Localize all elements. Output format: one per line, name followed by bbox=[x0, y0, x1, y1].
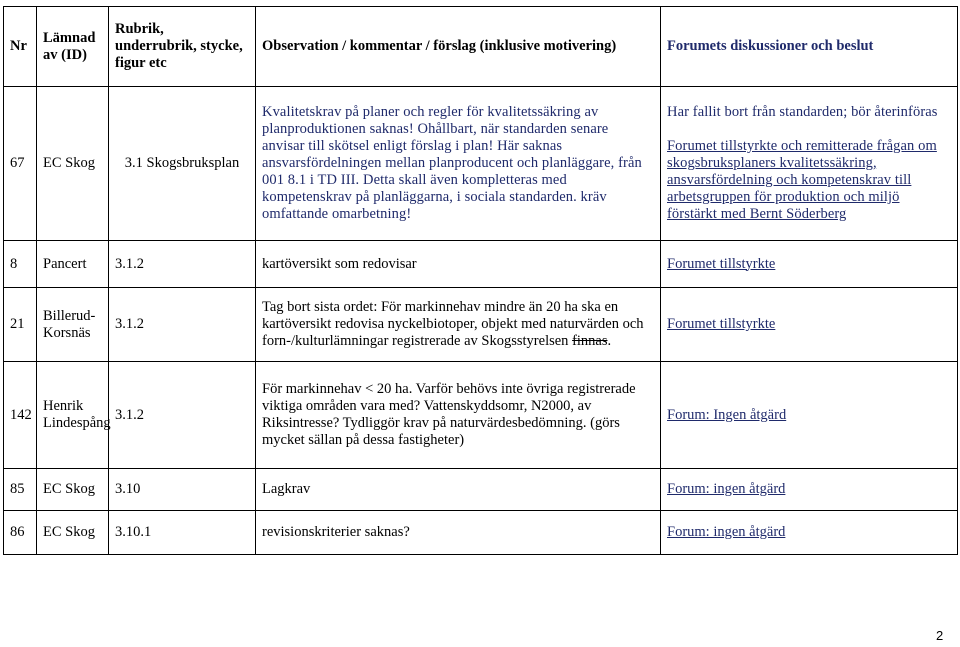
row-observation: Lagkrav bbox=[256, 469, 661, 511]
table-row bbox=[4, 87, 958, 241]
row-submitted-by: Billerud-Korsnäs bbox=[37, 288, 109, 362]
row-forum: Forumet tillstyrkte bbox=[661, 241, 958, 288]
table-row bbox=[4, 288, 958, 362]
row-nr: 86 bbox=[4, 511, 37, 555]
table-row bbox=[4, 362, 958, 469]
table-row bbox=[4, 241, 958, 288]
table-row bbox=[4, 469, 958, 511]
row-forum: Forum: ingen åtgärd bbox=[661, 469, 958, 511]
row-section: 3.1 Skogsbruksplan bbox=[109, 87, 256, 241]
table-row bbox=[4, 511, 958, 555]
forum-decision: Forumet tillstyrkte och remitterade frågan om skogsbruksplaners kvalitetssäkring, ansvarsfördelning och kompetenskrav till arbetsgruppen för produktion och miljö förstärkt med Bernt Söderberg bbox=[667, 138, 937, 222]
row-nr: 67 bbox=[4, 87, 37, 241]
header-section: Rubrik, underrubrik, stycke, figur etc bbox=[109, 7, 256, 87]
row-section: 3.10.1 bbox=[109, 511, 256, 555]
observation-end: . bbox=[607, 333, 612, 349]
row-section: 3.1.2 bbox=[109, 362, 256, 469]
forum-note: Har fallit bort från standarden; bör återinföras bbox=[667, 104, 938, 120]
row-submitted-by: EC Skog bbox=[37, 469, 109, 511]
row-nr: 8 bbox=[4, 241, 37, 288]
row-nr: 85 bbox=[4, 469, 37, 511]
row-submitted-by: Henrik Lindespång bbox=[37, 362, 109, 469]
row-observation bbox=[256, 288, 661, 362]
header-row bbox=[4, 7, 958, 87]
row-submitted-by: EC Skog bbox=[37, 87, 109, 241]
row-forum: Forum: ingen åtgärd bbox=[661, 511, 958, 555]
observation-text: Tag bort sista ordet: För markinnehav mindre än 20 ha ska en kartöversikt redovisa nyckelbiotoper, objekt med naturvärden och forn-/kulturlämningar registrerade av Skogsstyrelsen bbox=[262, 299, 644, 349]
row-nr: 21 bbox=[4, 288, 37, 362]
row-section: 3.1.2 bbox=[109, 288, 256, 362]
header-submitted-by: Lämnad av (ID) bbox=[37, 7, 109, 87]
header-nr: Nr bbox=[4, 7, 37, 87]
row-submitted-by: Pancert bbox=[37, 241, 109, 288]
header-forum: Forumets diskussioner och beslut bbox=[661, 7, 958, 87]
struck-word: finnas bbox=[572, 333, 608, 349]
header-observation: Observation / kommentar / förslag (inklusive motivering) bbox=[256, 7, 661, 87]
row-observation: kartöversikt som redovisar bbox=[256, 241, 661, 288]
review-table bbox=[3, 6, 958, 555]
row-nr: 142 bbox=[4, 362, 37, 469]
row-forum: Forum: Ingen åtgärd bbox=[661, 362, 958, 469]
row-section: 3.10 bbox=[109, 469, 256, 511]
row-forum bbox=[661, 87, 958, 241]
row-submitted-by: EC Skog bbox=[37, 511, 109, 555]
row-observation: Kvalitetskrav på planer och regler för kvalitetssäkring av planproduktionen saknas! Ohållbart, när standarden senare anvisar till skötsel enligt förslag i plan! Här saknas ansvarsfördelningen mellan planproducent och planläggare, från 001 8.1 i TD III. Detta skall även kompletteras med kompetenskrav på planläggarna, i sociala standarden. kräv omfattande omarbetning! bbox=[256, 87, 661, 241]
row-observation: revisionskriterier saknas? bbox=[256, 511, 661, 555]
row-forum: Forumet tillstyrkte bbox=[661, 288, 958, 362]
row-observation: För markinnehav < 20 ha. Varför behövs inte övriga registrerade viktiga områden vara med? Vattenskyddsomr, N2000, av Riksintresse? Tydliggör krav på naturvärdesbedömning. (görs mycket sällan på dessa fastigheter) bbox=[256, 362, 661, 469]
row-section: 3.1.2 bbox=[109, 241, 256, 288]
page-number: 2 bbox=[936, 628, 944, 643]
